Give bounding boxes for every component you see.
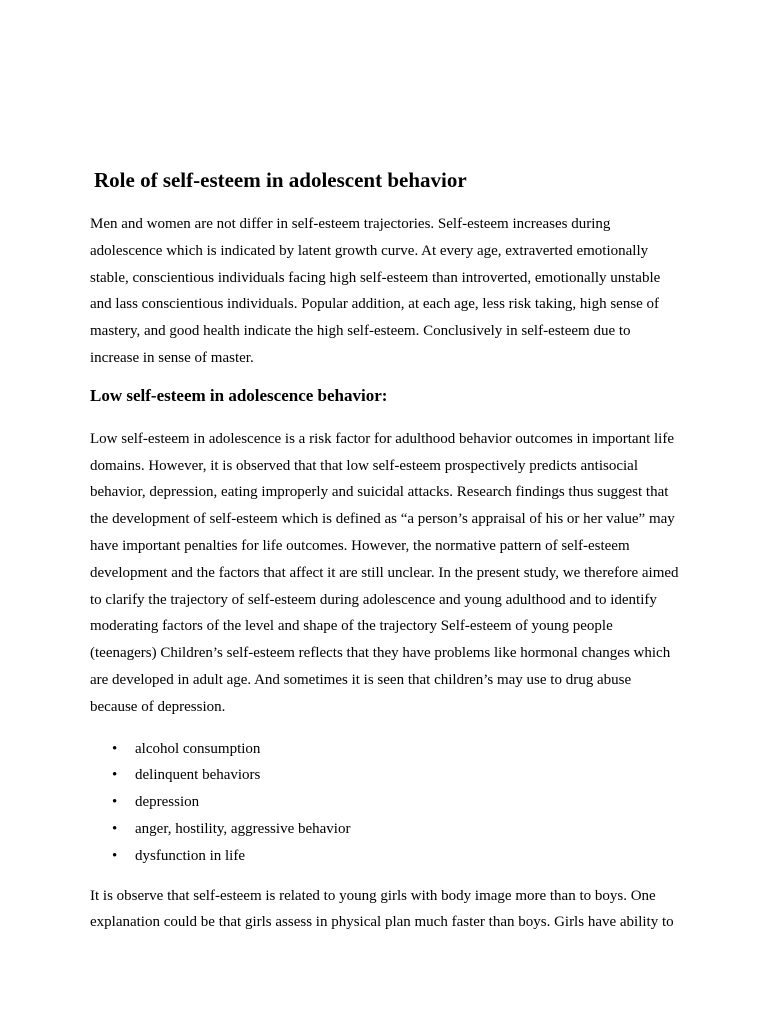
intro-paragraph: Men and women are not differ in self-esteem trajectories. Self-esteem increases during adolescence which is indicated by latent growth curve. At every age, extraverted emotionally stable, conscientious individuals facing high self-esteem than introverted, emotionally unstable and lass conscientious individuals. Popular addition, at each age, less risk taking, high sense of mastery, and good health indicate the high self-esteem. Conclusively in self-esteem due to increase in sense of master.: [90, 216, 661, 366]
list-item-text: dysfunction in life: [135, 847, 245, 864]
bullet-icon: •: [112, 847, 118, 864]
bullet-icon: •: [112, 794, 118, 811]
bullet-icon: •: [112, 767, 118, 784]
list-item-text: depression: [135, 794, 200, 811]
bullet-icon: •: [112, 740, 118, 757]
bullet-icon: •: [112, 820, 118, 837]
list-item: [90, 736, 680, 763]
section-heading-low-self-esteem: Low self-esteem in adolescence behavior:: [90, 385, 388, 405]
document-title: Role of self-esteem in adolescent behavior: [94, 168, 467, 192]
closing-paragraph: It is observe that self-esteem is related to young girls with body image more than to boys. One explanation could be that girls assess in physical plan much faster than boys. Girls have ability to: [90, 887, 674, 931]
list-item: [90, 789, 680, 816]
document-body: [90, 165, 680, 936]
list-item-text: delinquent behaviors: [135, 767, 261, 784]
list-item-text: anger, hostility, aggressive behavior: [135, 820, 351, 837]
list-item-text: alcohol consumption: [135, 740, 261, 757]
list-item: [90, 816, 680, 843]
list-item: [90, 762, 680, 789]
behavior-bullet-list: [90, 736, 680, 870]
list-item: [90, 843, 680, 870]
low-self-esteem-paragraph: Low self-esteem in adolescence is a risk factor for adulthood behavior outcomes in important life domains. However, it is observed that that low self-esteem prospectively predicts antisocial behavior, depression, eating improperly and suicidal attacks. Research findings thus suggest that the development of self-esteem which is defined as “a person’s appraisal of his or her value” may have important penalties for life outcomes. However, the normative pattern of self-esteem development and the factors that affect it are still unclear. In the present study, we therefore aimed to clarify the trajectory of self-esteem during adolescence and young adulthood and to identify moderating factors of the level and shape of the trajectory Self-esteem of young people (teenagers) Children’s self-esteem reflects that they have problems like hormonal changes which are developed in adult age. And sometimes it is seen that children’s may use to drug abuse because of depression.: [90, 430, 679, 715]
